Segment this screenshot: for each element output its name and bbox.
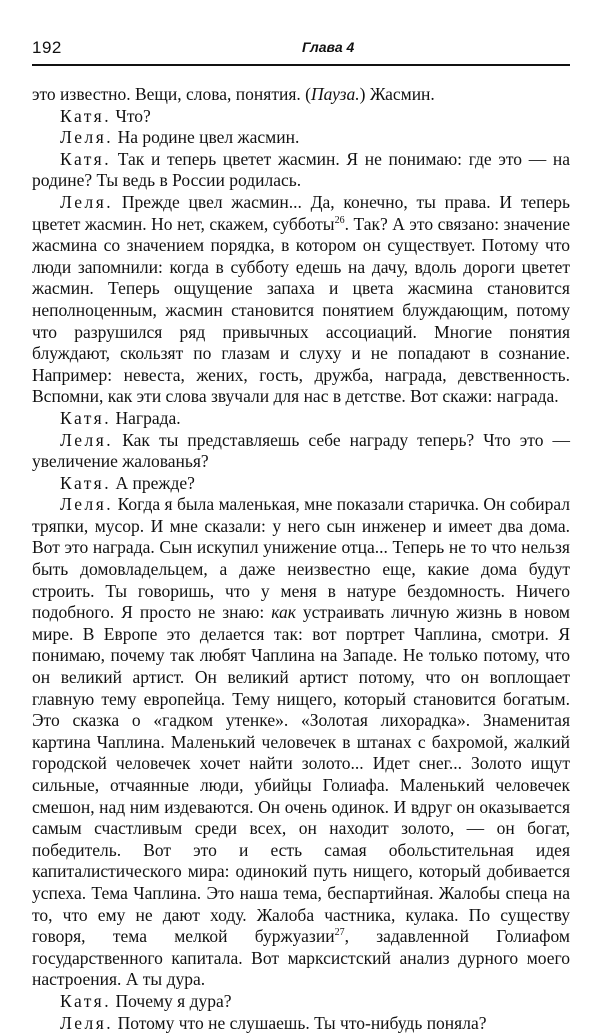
dialogue-line bbox=[32, 127, 570, 149]
emphasis: как bbox=[271, 602, 296, 623]
dialogue-line bbox=[32, 1013, 570, 1034]
line-text: Почему я дура? bbox=[111, 990, 232, 1011]
line-text: Что? bbox=[111, 105, 151, 126]
line-text: На родине цвел жасмин. bbox=[113, 127, 300, 148]
line-text: Потому что не слушаешь. Ты что-нибудь поняла? bbox=[113, 1012, 487, 1033]
speaker-name: Катя. bbox=[60, 148, 112, 169]
line-text: устраивать личную жизнь в новом мире. В Европе это делается так: вот портрет Чаплина, смотри. Я понимаю, почему так любят Чаплина на Западе. Не только потому, что он великий артист. Он великий артист потому, что он воплощает главную тему европейца. Тему нищего, который становится богатым. Это сказка о «гадком утенке». «Золотая лихорадка». Знаменитая картина Чаплина. Маленький человечек в штанах с бахромой, жалкий городской человечек хочет найти золото... Идет снег... Золото ищут сильные, отчаянные люди, убийцы Голиафа. Маленький человечек смешон, над ним издеваются. Он очень одинок. И вдруг он оказывается самым счастливым среди всех, он находит золото, — он богат, победитель. Вот это и есть самая обольстительная идея капиталистического мира: одинокий путь нищего, который добивается успеха. Тема Чаплина. Это наша тема, беспартийная. Жалобы спеца на то, что ему не дают ходу. Жалоба частника, кулака. По существу говоря, тема мелкой буржуазии bbox=[32, 602, 570, 947]
speaker-name: Катя. bbox=[60, 472, 112, 493]
line-text: А прежде? bbox=[111, 472, 195, 493]
speaker-name: Катя. bbox=[60, 990, 112, 1011]
running-head: Глава 4 bbox=[302, 39, 355, 55]
footnote-marker: 27 bbox=[334, 927, 345, 939]
dialogue-line bbox=[32, 106, 570, 128]
speaker-name: Леля. bbox=[60, 429, 114, 450]
dialogue-line bbox=[32, 192, 570, 408]
speaker-name: Катя. bbox=[60, 407, 112, 428]
line-text: Так и теперь цветет жасмин. Я не понимаю: где это — на родине? Ты ведь в России родилась. bbox=[32, 148, 570, 191]
body-text bbox=[32, 84, 570, 1034]
dialogue-line bbox=[32, 149, 570, 192]
speaker-name: Катя. bbox=[60, 105, 112, 126]
line-text: Награда. bbox=[111, 407, 181, 428]
dialogue-line bbox=[32, 430, 570, 473]
footnote-marker: 26 bbox=[334, 214, 345, 226]
stage-direction: Пауза. bbox=[310, 84, 360, 104]
speaker-name: Леля. bbox=[60, 127, 114, 148]
line-text: Как ты представляешь себе награду теперь? Что это — увеличение жалованья? bbox=[32, 429, 570, 472]
line-text: , задавленной Голиафом государственного капитала. Вот марксистский анализ дурного моего настроения. А ты дура. bbox=[32, 926, 570, 990]
page-number: 192 bbox=[32, 38, 62, 57]
dialogue-line bbox=[32, 473, 570, 495]
dialogue-line bbox=[32, 991, 570, 1013]
speaker-name: Леля. bbox=[60, 494, 114, 515]
dialogue-line bbox=[32, 494, 570, 991]
paragraph-continuation: это известно. Вещи, слова, понятия. (Пауза.) Жасмин. bbox=[32, 84, 435, 104]
line-text: Прежде цвел жасмин... Да, конечно, ты права. И теперь цветет жасмин. Но нет, скажем, субботы bbox=[32, 191, 570, 234]
dialogue-line bbox=[32, 408, 570, 430]
header-rule bbox=[32, 64, 570, 66]
line-text: . Так? А это связано: значение жасмина со значением порядка, в котором он существует. Потому что люди запомнили: когда в субботу едешь на дачу, вдоль дороги цветет жасмин. Теперь ощущение запаха и цвета жасмина становится неполноценным, жасмин становится понятием блуждающим, потому что разрушился ряд привычных ассоциаций. Многие понятия блуждают, скользят по глазам и слуху и не попадают в сознание. Например: невеста, жених, гость, дружба, награда, девственность. Вспомни, как эти слова звучали для нас в детстве. Вот скажи: награда. bbox=[32, 213, 570, 407]
page-header bbox=[32, 36, 572, 64]
speaker-name: Леля. bbox=[60, 191, 114, 212]
speaker-name: Леля. bbox=[60, 1012, 114, 1033]
line-text: Когда я была маленькая, мне показали старичка. Он собирал тряпки, мусор. И мне сказали: у него сын инженер и имеет два дома. Вот это награда. Сын искупил унижение отца... Теперь не то что нельзя быть домовладельцем, а даже неизвестно еще, какие дома будут строить. Ты говоришь, что у меня в натуре бездомность. Ничего подобного. Я просто не знаю: bbox=[32, 494, 570, 623]
